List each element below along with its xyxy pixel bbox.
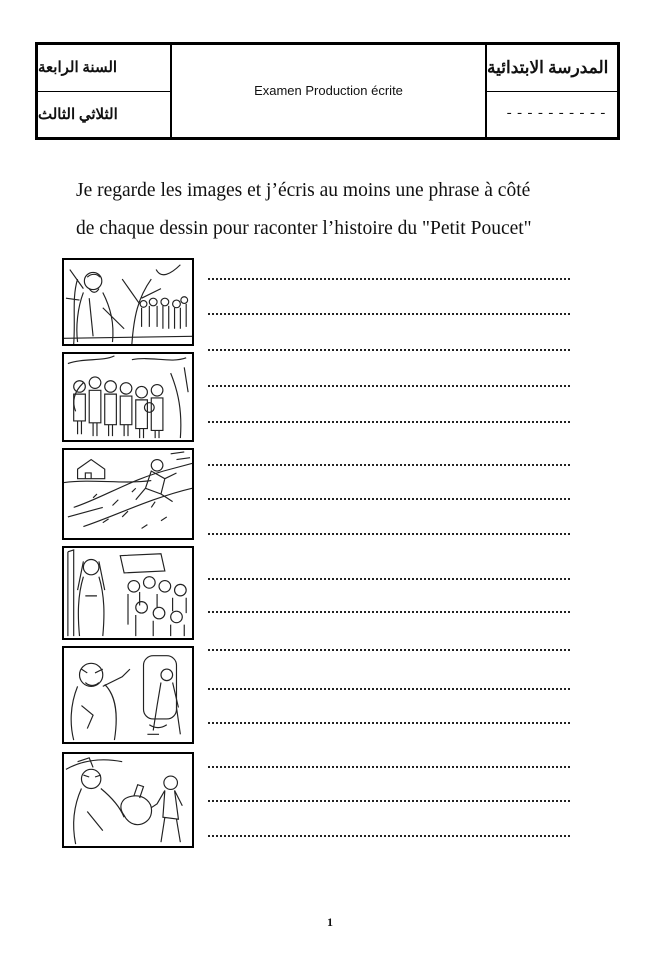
header-left-cell bbox=[38, 45, 172, 137]
writing-line[interactable] bbox=[208, 800, 570, 802]
writing-line[interactable] bbox=[208, 611, 570, 613]
school-year: السنة الرابعة bbox=[38, 60, 118, 77]
school-term: الثلاثي الثالث bbox=[38, 91, 170, 138]
exam-title: Examen Production écrite bbox=[254, 82, 403, 98]
writing-line[interactable] bbox=[208, 421, 570, 423]
writing-line[interactable] bbox=[208, 649, 570, 651]
writing-line[interactable] bbox=[208, 278, 570, 280]
instruction-line-1: Je regarde les images et j’écris au moins une phrase à côté bbox=[76, 180, 531, 201]
page-number: 1 bbox=[327, 915, 333, 929]
writing-line[interactable] bbox=[208, 464, 570, 466]
school-name: المدرسة الابتدائية bbox=[487, 57, 609, 77]
writing-line[interactable] bbox=[208, 766, 570, 768]
writing-line[interactable] bbox=[208, 722, 570, 724]
story-image-2 bbox=[62, 352, 194, 442]
story-image-3 bbox=[62, 448, 194, 540]
story-image-4 bbox=[62, 546, 194, 640]
story-image-1 bbox=[62, 258, 194, 346]
writing-line[interactable] bbox=[208, 385, 570, 387]
exam-header bbox=[35, 42, 620, 140]
writing-line[interactable] bbox=[208, 533, 570, 535]
writing-line[interactable] bbox=[208, 688, 570, 690]
writing-line[interactable] bbox=[208, 313, 570, 315]
school-name-blank: ---------- bbox=[487, 91, 617, 138]
writing-line[interactable] bbox=[208, 349, 570, 351]
writing-line[interactable] bbox=[208, 578, 570, 580]
writing-line[interactable] bbox=[208, 835, 570, 837]
writing-line[interactable] bbox=[208, 498, 570, 500]
header-right-cell bbox=[485, 45, 617, 137]
story-image-6 bbox=[62, 752, 194, 848]
story-image-5 bbox=[62, 646, 194, 744]
instruction-line-2: de chaque dessin pour raconter l’histoire du "Petit Poucet" bbox=[76, 218, 532, 239]
